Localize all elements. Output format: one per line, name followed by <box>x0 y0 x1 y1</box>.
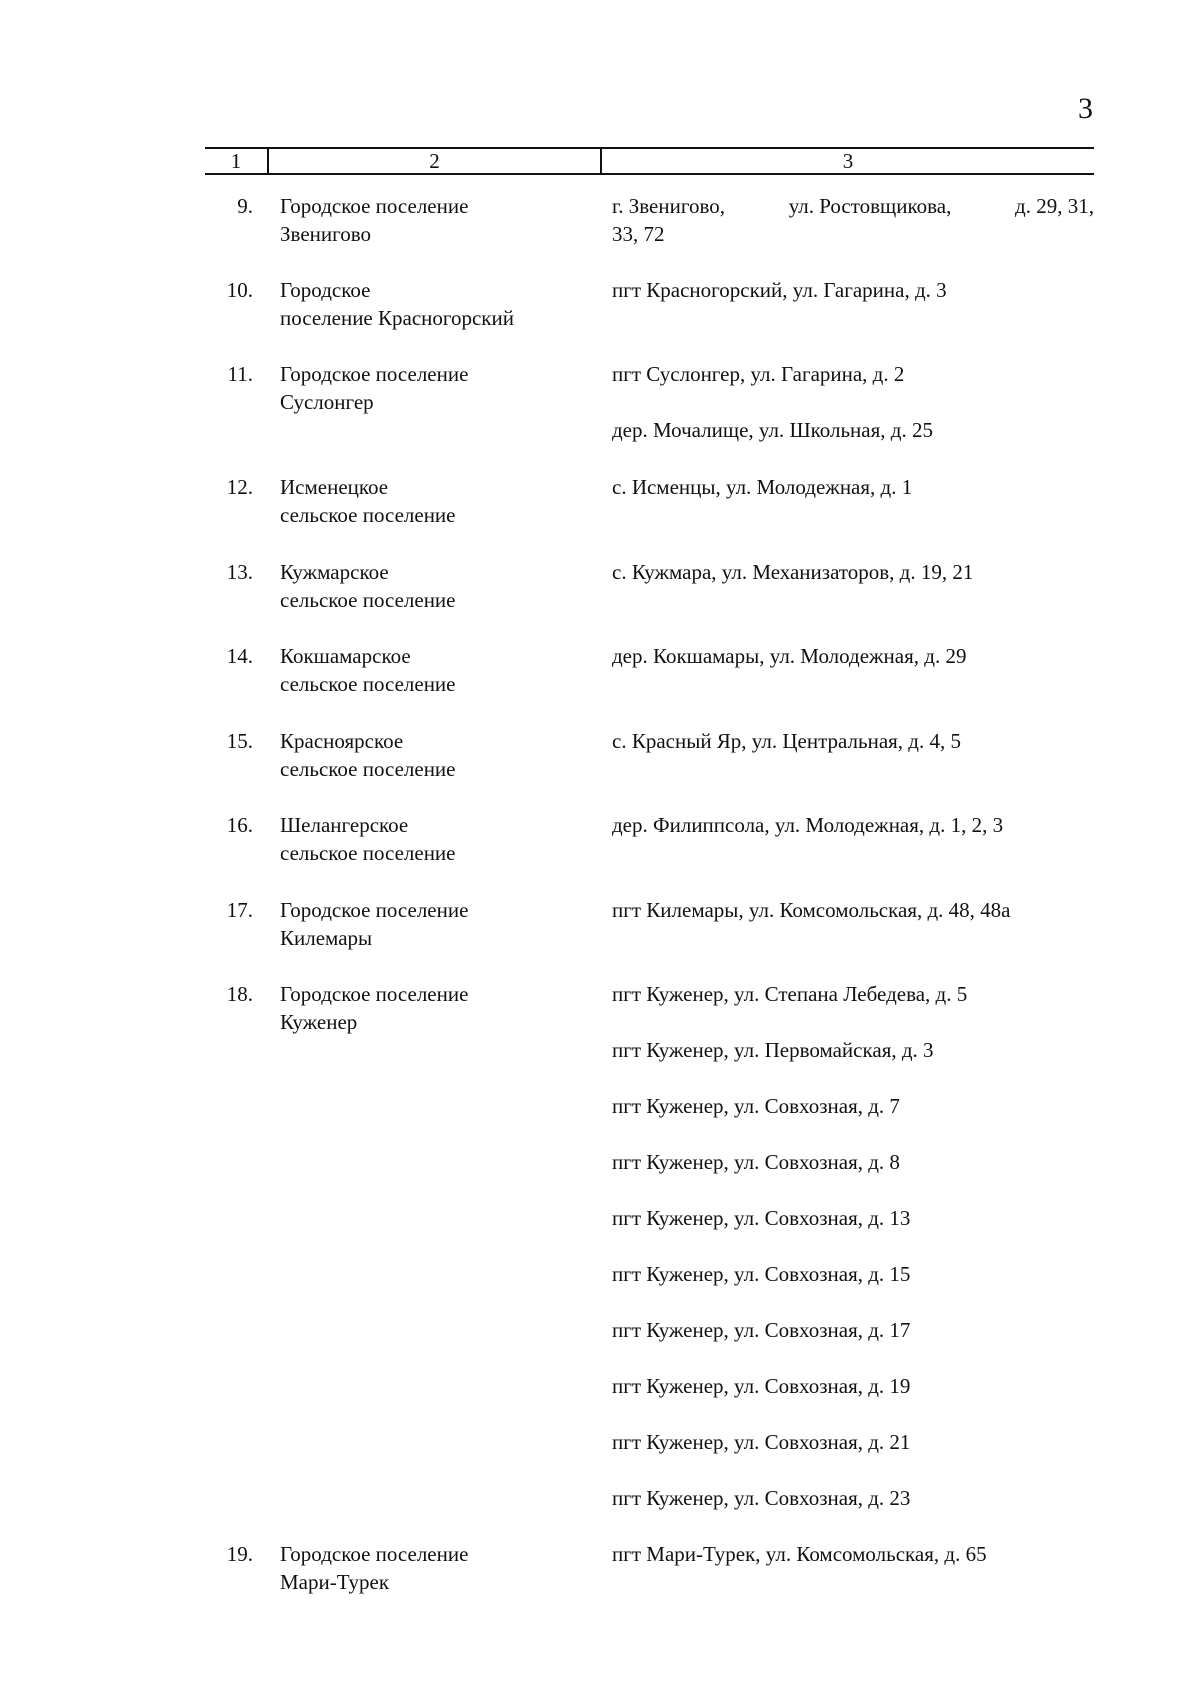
settlement-name-line: Городское поселение <box>280 362 469 386</box>
settlement-name <box>280 360 570 416</box>
address-line <box>612 192 1094 220</box>
settlement-name-line: Куженер <box>280 1010 358 1034</box>
settlement-name <box>280 642 570 698</box>
settlement-name <box>280 276 570 332</box>
settlement-name <box>280 811 570 867</box>
settlement-name-line: Мари-Турек <box>280 1570 390 1594</box>
address-line: дер. Кокшамары, ул. Молодежная, д. 29 <box>612 644 967 668</box>
address-line: дер. Филиппсола, ул. Молодежная, д. 1, 2, 3 <box>612 813 1004 837</box>
settlement-name-line: Городское <box>280 278 371 302</box>
header-cell-1: 1 <box>230 149 242 173</box>
header-cell-2: 2 <box>267 149 600 173</box>
page-number: 3 <box>1078 92 1093 125</box>
address-line: с. Кужмара, ул. Механизаторов, д. 19, 21 <box>612 560 974 584</box>
row-number: 14. <box>226 644 253 668</box>
settlement-name-line: Кокшамарское <box>280 644 411 668</box>
row-number: 18. <box>226 982 253 1006</box>
row-number: 10. <box>226 278 253 302</box>
row-number: 17. <box>226 898 253 922</box>
settlement-name <box>280 727 570 783</box>
settlement-name-line: Городское поселение <box>280 194 469 218</box>
row-number: 16. <box>226 813 253 837</box>
settlement-name <box>280 896 570 952</box>
settlement-name-line: Звенигово <box>280 222 371 246</box>
row-number: 15. <box>226 729 253 753</box>
settlement-name-line: Суслонгер <box>280 390 374 414</box>
settlement-name <box>280 980 570 1036</box>
row-number: 9. <box>237 194 253 218</box>
address-part: д. 29, 31, <box>1015 194 1094 218</box>
settlement-name-line: сельское поселение <box>280 757 456 781</box>
settlement-name <box>280 192 570 248</box>
row-number: 13. <box>226 560 253 584</box>
address-line: пгт Куженер, ул. Совхозная, д. 19 <box>612 1374 911 1398</box>
settlement-name-line: поселение Красногорский <box>280 306 514 330</box>
address-line: пгт Куженер, ул. Совхозная, д. 21 <box>612 1430 911 1454</box>
address-line: дер. Мочалище, ул. Школьная, д. 25 <box>612 418 933 442</box>
address-line: пгт Куженер, ул. Совхозная, д. 17 <box>612 1318 911 1342</box>
row-number: 19. <box>226 1542 253 1566</box>
address-line: пгт Куженер, ул. Совхозная, д. 7 <box>612 1094 900 1118</box>
settlement-name <box>280 473 570 529</box>
settlement-name <box>280 1540 570 1596</box>
address-line: пгт Килемары, ул. Комсомольская, д. 48, 48а <box>612 898 1011 922</box>
address-line: 33, 72 <box>612 222 665 246</box>
settlement-name-line: Городское поселение <box>280 982 469 1006</box>
settlement-name-line: Городское поселение <box>280 898 469 922</box>
address-line: с. Исменцы, ул. Молодежная, д. 1 <box>612 475 913 499</box>
settlement-name-line: Исменецкое <box>280 475 389 499</box>
settlement-name-line: Городское поселение <box>280 1542 469 1566</box>
address-line: пгт Куженер, ул. Степана Лебедева, д. 5 <box>612 982 968 1006</box>
settlement-name-line: сельское поселение <box>280 503 456 527</box>
address-line: пгт Мари-Турек, ул. Комсомольская, д. 65 <box>612 1542 987 1566</box>
settlement-name-line: сельское поселение <box>280 672 456 696</box>
row-number: 12. <box>226 475 253 499</box>
settlement-name-line: Шелангерское <box>280 813 409 837</box>
address-line: пгт Красногорский, ул. Гагарина, д. 3 <box>612 278 947 302</box>
address-line: пгт Куженер, ул. Совхозная, д. 13 <box>612 1206 911 1230</box>
settlement-name-line: Кужмарское <box>280 560 389 584</box>
settlement-name-line: сельское поселение <box>280 841 456 865</box>
address-line: пгт Куженер, ул. Первомайская, д. 3 <box>612 1038 934 1062</box>
address-part: ул. Ростовщикова, <box>788 194 952 218</box>
address-line: пгт Куженер, ул. Совхозная, д. 23 <box>612 1486 911 1510</box>
settlement-name-line: Килемары <box>280 926 373 950</box>
header-cell-3: 3 <box>600 149 1094 173</box>
table-header <box>205 147 1094 175</box>
address-line: пгт Куженер, ул. Совхозная, д. 15 <box>612 1262 911 1286</box>
address-line: пгт Куженер, ул. Совхозная, д. 8 <box>612 1150 900 1174</box>
settlement-name <box>280 558 570 614</box>
address-part: г. Звенигово, <box>612 194 725 218</box>
address-line: пгт Суслонгер, ул. Гагарина, д. 2 <box>612 362 905 386</box>
address-line: с. Красный Яр, ул. Центральная, д. 4, 5 <box>612 729 961 753</box>
settlement-name-line: сельское поселение <box>280 588 456 612</box>
row-number: 11. <box>227 362 253 386</box>
settlement-name-line: Красноярское <box>280 729 404 753</box>
address-cell <box>612 192 1094 248</box>
